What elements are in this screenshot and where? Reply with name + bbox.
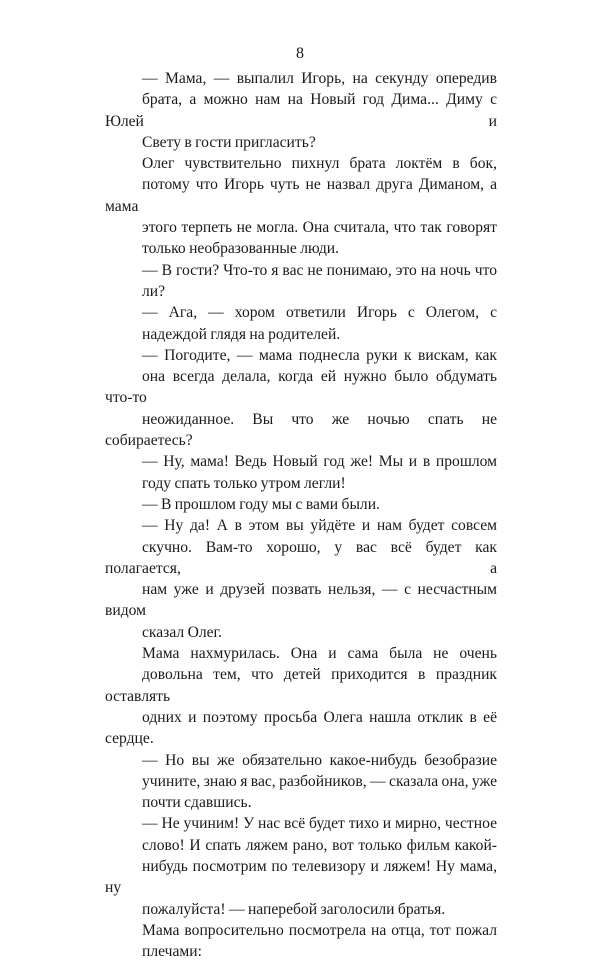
text-line: потому что Игорь чуть не назвал друга Диманом, а мама — [105, 176, 497, 215]
text-line: — Ну, мама! Ведь Новый год же! Мы и в прошлом — [142, 453, 497, 471]
text-line: — Мама, — выпалил Игорь, на секунду опередив — [142, 70, 497, 87]
paragraph — [105, 68, 497, 153]
text-line: Свету в гости пригласить? — [142, 133, 316, 151]
text-line: неожиданное. Вы что же ночью спать не собираетесь? — [105, 410, 497, 450]
text-line: надеждой глядя на родителей. — [142, 325, 341, 343]
text-line: почти сдавшись. — [142, 794, 252, 812]
paragraph — [105, 302, 497, 345]
page-number: 8 — [296, 45, 304, 62]
text-line: она всегда делала, когда ей нужно было обдумать что-то — [105, 368, 497, 407]
paragraph — [105, 345, 497, 451]
paragraph — [105, 643, 497, 749]
text-line: нибудь посмотрим по телевизору и ляжем! Ну мама, ну — [105, 857, 497, 897]
paragraph — [105, 750, 497, 814]
text-line: — Погодите, — мама поднесла руки к вискам, как — [142, 346, 497, 364]
paragraph — [105, 494, 497, 515]
text-line: плечами: — [142, 943, 202, 961]
paragraph — [105, 920, 497, 962]
text-line: — Но вы же обязательно какое-нибудь безобразие — [142, 751, 497, 769]
text-line: — Ага, — хором ответили Игорь с Олегом, с — [142, 304, 497, 322]
paragraph — [105, 515, 497, 643]
text-line: — В гости? Что-то я вас не понимаю, это на ночь что — [142, 261, 497, 279]
page-body-text — [105, 68, 497, 962]
text-line: слово! И спать ляжем рано, вот только фильм какой- — [142, 836, 497, 854]
text-line: этого терпеть не могла. Она считала, что так говорят — [142, 219, 497, 237]
text-line: — Ну да! А в этом вы уйдёте и нам будет совсем — [142, 517, 497, 535]
text-line: — Не учиним! У нас всё будет тихо и мирно, честное — [142, 815, 497, 833]
text-line: скучно. Вам-то хорошо, у вас всё будет как полагается, а — [105, 538, 497, 577]
paragraph — [105, 813, 497, 919]
text-line: нам уже и друзей позвать нельзя, — с несчастным видом — [105, 581, 497, 620]
paragraph — [105, 153, 497, 259]
text-line: Олег чувствительно пихнул брата локтём в бок, — [142, 155, 497, 173]
text-line: сказал Олег. — [142, 623, 223, 641]
text-line: пожалуйста! — наперебой заголосили братья. — [142, 900, 446, 918]
paragraph — [105, 260, 497, 303]
text-line: году спать только утром легли! — [142, 474, 346, 492]
text-line: учините, знаю я вас, разбойников, — сказала она, уже — [142, 772, 497, 790]
text-line: одних и поэтому просьба Олега нашла отклик в её сердце. — [105, 708, 497, 748]
text-line: ли? — [142, 282, 166, 300]
text-line: только необразованные люди. — [142, 240, 340, 258]
paragraph — [105, 451, 497, 494]
text-line: брата, а можно нам на Новый год Дима... Диму с Юлей и — [105, 91, 497, 130]
text-line: Мама нахмурилась. Она и сама была не очень — [142, 645, 497, 663]
text-line: довольна тем, что детей приходится в праздник оставлять — [105, 666, 497, 705]
text-line: Мама вопросительно посмотрела на отца, тот пожал — [142, 921, 497, 939]
text-line: — В прошлом году мы с вами были. — [142, 495, 380, 513]
